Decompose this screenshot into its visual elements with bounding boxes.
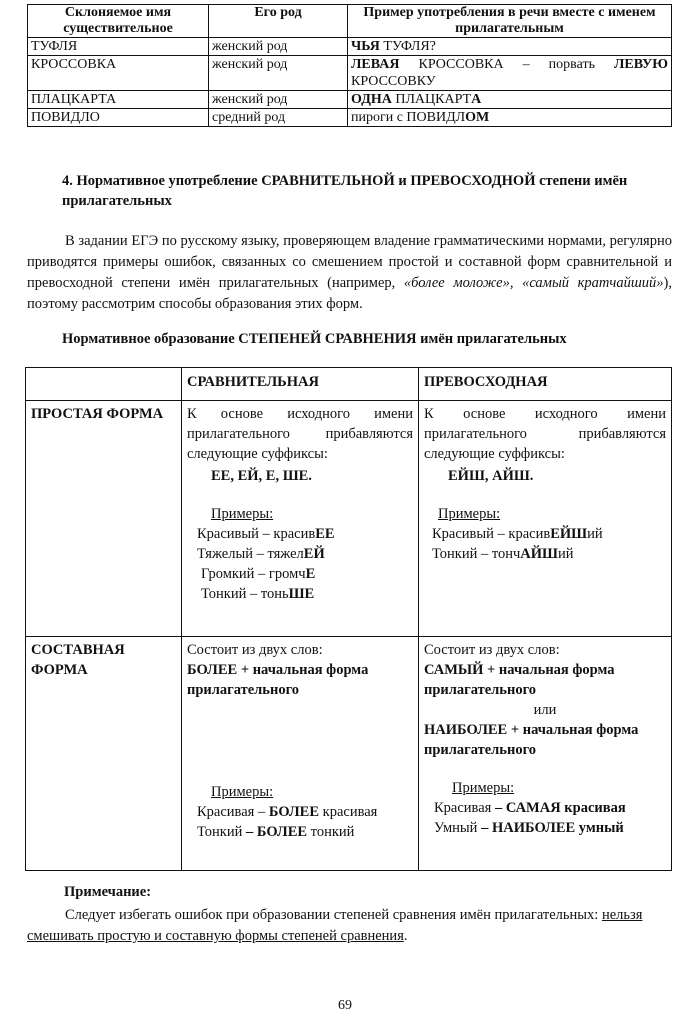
table-row [28, 91, 672, 109]
simple-form-label: ПРОСТАЯ ФОРМА [26, 401, 182, 637]
compound-sup-formula-2: НАИБОЛЕЕ + начальная форма прилагательного [424, 722, 639, 758]
examples-label: Примеры: [211, 506, 274, 522]
example-cell [348, 109, 672, 127]
example-line [187, 524, 413, 544]
table-row [28, 109, 672, 127]
examples-label: Примеры: [438, 506, 501, 522]
noun-cell: ПЛАЦКАРТА [28, 91, 209, 109]
example-bold: ЕЕ [315, 526, 335, 542]
example-text: ий [587, 526, 603, 542]
example-bold: – САМАЯ красивая [494, 800, 626, 816]
example-bold: Е [305, 566, 316, 582]
compound-comparative-cell [182, 637, 419, 871]
example-line [424, 798, 666, 818]
note-underlined: нельзя смешивать простую и составную формы степеней сравнения [27, 907, 643, 944]
header-example: Пример употребления в речи вместе с именем прилагательным [348, 5, 672, 38]
example-bold: ОДНА [351, 92, 392, 107]
example-line [424, 544, 666, 564]
example-line [187, 544, 413, 564]
example-cell [348, 38, 672, 56]
simple-superlative-cell [419, 401, 672, 637]
example-line [187, 584, 413, 604]
paragraph-examples: «более моложе», «самый кратчайший» [403, 275, 664, 291]
noun-gender-table [27, 4, 672, 127]
compound-comp-intro: Состоит из двух слов: [187, 642, 323, 658]
example-text: пироги с ПОВИДЛ [351, 110, 466, 125]
paragraph-text: ), поэтому рассмотрим способы образования этих форм. [27, 275, 672, 312]
degrees-header-row [26, 368, 672, 401]
example-text: красивая [319, 804, 378, 820]
simple-sup-text: К основе исходного имени прилагательного прибавляются следующие суффиксы: [424, 406, 666, 462]
gender-cell: женский род [209, 91, 348, 109]
note-heading: Примечание: [64, 884, 152, 900]
section-heading: 4. Нормативное употребление СРАВНИТЕЛЬНОЙ и ПРЕВОСХОДНОЙ степени имён прилагательных [62, 173, 628, 209]
simple-comp-text: К основе исходного имени прилагательного прибавляются следующие суффиксы: [187, 406, 413, 462]
paragraph-text: В задании ЕГЭ по русскому языку, проверяющем владение грамматическими нормами, регулярно приводятся примеры ошибок, связанных со смешением простой и составной форм сравнительной и превосходной степени имён прилагательных (например, [27, 233, 672, 291]
header-superlative: ПРЕВОСХОДНАЯ [419, 368, 672, 401]
header-gender: Его род [209, 5, 348, 38]
example-text: Умный [434, 820, 482, 836]
example-text: Красивая [434, 800, 495, 816]
example-bold: БОЛЕЕ [268, 804, 320, 820]
example-bold: ЕЙ [303, 546, 325, 562]
compound-form-label: СОСТАВНАЯ ФОРМА [26, 637, 182, 871]
example-line [187, 802, 413, 822]
example-text: Тонкий – тонь [201, 586, 289, 602]
page-number: 69 [338, 998, 352, 1013]
noun-cell: ТУФЛЯ [28, 38, 209, 56]
example-bold: ЧЬЯ [351, 39, 380, 54]
example-bold: АЙШ [520, 546, 558, 562]
example-text: ПЛАЦКАРТ [391, 92, 472, 107]
degrees-table [25, 367, 672, 871]
compound-comp-formula: БОЛЕЕ + начальная форма прилагательного [187, 662, 369, 698]
example-bold: – БОЛЕЕ [245, 824, 308, 840]
example-text: Красивый – красив [197, 526, 316, 542]
example-text: Тяжелый – тяжел [197, 546, 304, 562]
table-title: Нормативное образование СТЕПЕНЕЙ СРАВНЕНИЯ имён прилагательных [62, 331, 567, 347]
header-comparative: СРАВНИТЕЛЬНАЯ [182, 368, 419, 401]
simple-sup-suffixes: ЕЙШ, АЙШ. [448, 468, 534, 484]
note-text [27, 905, 672, 947]
header-noun: Склоняемое имя существительное [28, 5, 209, 38]
example-bold: ЛЕВУЮ [613, 57, 668, 72]
example-text: Громкий – громч [201, 566, 306, 582]
simple-comparative-cell [182, 401, 419, 637]
gender-cell: средний род [209, 109, 348, 127]
example-bold: ОМ [465, 110, 490, 125]
example-cell [348, 56, 672, 91]
example-text: Красивая – [197, 804, 269, 820]
compound-superlative-cell [419, 637, 672, 871]
example-bold: ЛЕВАЯ [351, 57, 400, 72]
note-plain: Следует избегать ошибок при образовании степеней сравнения имён прилагательных: [65, 907, 602, 923]
compound-sup-intro: Состоит из двух слов: [424, 642, 560, 658]
example-line [187, 822, 413, 842]
examples-label: Примеры: [452, 780, 515, 796]
examples-label: Примеры: [211, 784, 274, 800]
note-end: . [403, 928, 408, 944]
example-bold: ШЕ [288, 586, 315, 602]
example-text: Красивый – красив [432, 526, 551, 542]
example-line [187, 564, 413, 584]
example-text: ТУФЛЯ? [379, 39, 436, 54]
example-text: Тонкий [197, 824, 246, 840]
example-text: тонкий [307, 824, 355, 840]
example-text: Тонкий – тонч [432, 546, 521, 562]
example-line [424, 818, 666, 838]
example-cell [348, 91, 672, 109]
gender-cell: женский род [209, 38, 348, 56]
example-line [424, 524, 666, 544]
table-row [28, 38, 672, 56]
table-header-row [28, 5, 672, 38]
simple-form-row [26, 401, 672, 637]
example-bold: А [471, 92, 482, 107]
compound-sup-formula-1: САМЫЙ + начальная форма прилагательного [424, 662, 615, 698]
corner-cell [26, 368, 182, 401]
noun-cell: КРОССОВКА [28, 56, 209, 91]
example-bold: – НАИБОЛЕЕ умный [481, 820, 624, 836]
example-text: КРОССОВКУ [351, 74, 436, 89]
intro-paragraph [27, 231, 672, 315]
noun-cell: ПОВИДЛО [28, 109, 209, 127]
compound-sup-or: или [533, 702, 557, 718]
example-bold: ЕЙШ [550, 526, 588, 542]
gender-cell: женский род [209, 56, 348, 91]
example-text: ий [557, 546, 574, 562]
simple-comp-suffixes: ЕЕ, ЕЙ, Е, ШЕ. [211, 468, 312, 484]
table-row [28, 56, 672, 91]
compound-form-row [26, 637, 672, 871]
example-text: КРОССОВКА – порвать [399, 57, 614, 72]
